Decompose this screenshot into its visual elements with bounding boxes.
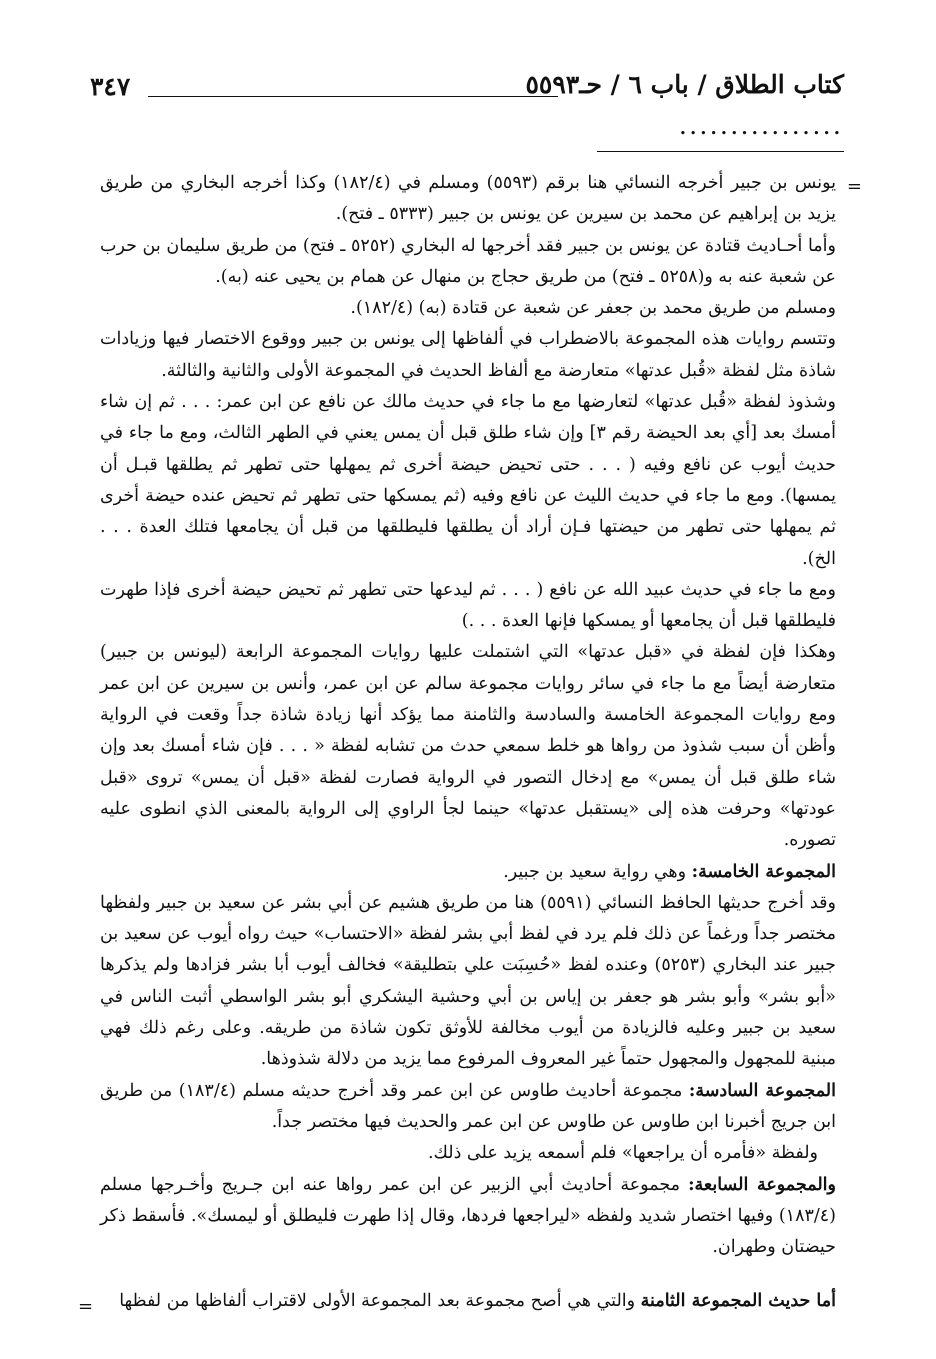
paragraph — [100, 575, 836, 638]
paragraph-text: مجموعة أحاديث طاوس عن ابن عمر وقد أخرج حديثه مسلم (١٨٣/٤) من طريق ابن جريج أخبرنا ابن طاوس عن طاوس عن ابن عمر والحديث فيها مختصر جداً. — [100, 1080, 836, 1132]
paragraph-text: وتتسم روايات هذه المجموعة بالاضطراب في ألفاظها إلى يونس بن جبير ووقوع الاختصار فيها وزيادات شاذة مثل لفظة «قُبل عدتها» متعارضة مع ألفاظ الحديث في المجموعة الأولى والثانية والثالثة. — [100, 329, 836, 381]
main-text: والتي هي أصح مجموعة بعد المجموعة الأولى لاقتراب ألفاظها من لفظها — [119, 1291, 641, 1311]
header-title: كتاب الطلاق / باب ٦ / حـ٥٥٩٣ — [525, 70, 844, 99]
section-heading: المجموعة الخامسة: — [691, 861, 836, 882]
paragraph — [100, 324, 836, 387]
paragraph-text: ومع ما جاء في حديث عبيد الله عن نافع ( . . . ثم ليدعها حتى تطهر ثم تحيض حيضة أخرى فإذا طهرت فليطلقها قبل أن يجامعها أو يمسكها فإنها العدة . . .) — [100, 579, 836, 632]
paragraph-text: ولفظة «فأمره أن يراجعها» فلم أسمعه يزيد على ذلك. — [427, 1143, 818, 1164]
footnote-body — [100, 168, 836, 1263]
footnote-separator — [597, 151, 844, 152]
dotted-ornament: ................ — [679, 118, 844, 139]
continuation-mark-bottom: = — [78, 1296, 94, 1317]
paragraph — [100, 1138, 836, 1169]
paragraph — [100, 1170, 836, 1264]
section-heading: المجموعة السادسة: — [688, 1080, 836, 1101]
paragraph — [100, 637, 836, 856]
paragraph — [100, 231, 836, 294]
paragraph-text: ومسلم من طريق محمد بن جعفر عن شعبة عن قتادة (به) (١٨٢/٤). — [350, 298, 836, 319]
paragraph — [100, 293, 836, 324]
paragraph — [100, 1076, 836, 1139]
paragraph — [100, 387, 836, 575]
paragraph-text: وشذوذ لفظة «قُبل عدتها» لتعارضها مع ما جاء في حديث مالك عن نافع عن ابن عمر: . . . ثم إن شاء أمسك بعد [أي بعد الحيضة رقم ٣] وإن شاء طلق قبل أن يمس يعني في الطهر الثالث، ومع ما جاء في حديث أيوب عن نافع وفيه ( . . . حتى تحيض حيضة أخرى ثم يمهلها حتى تطهر ثم يطلقها قبـل أن يمسها). ومع ما جاء في حديث الليث عن نافع وفيه (ثم يمسكها حتى تطهر ثم تحيض عنده حيضة أخرى ثم يمهلها حتى تطهر من حيضتها فـإن أراد أن يطلقها فليطلقها من قبل أن يجامعها فتلك العدة . . . الخ). — [100, 392, 836, 569]
page-number: ٣٤٧ — [90, 72, 131, 101]
paragraph-text: وأما أحـاديث قتادة عن يونس بن جبير فقد أخرجها له البخاري (٥٢٥٢ ـ فتح) من طريق سليمان بن حرب عن شعبة عنه به و(٥٢٥٨ ـ فتح) من طريق حجاج بن منهال عن همام بن يحيى عنه (به). — [100, 235, 836, 287]
paragraph-text: مجموعة أحاديث أبي الزبير عن ابن عمر رواها عنه ابن جـريج وأخـرجها مسلم (١٨٣/٤) وفيها اختصار شديد ولفظه «ليراجعها فردها، وقال إذا طهرت فليطلق أو ليمسك». فأسقط ذكر حيضتان وطهران. — [100, 1174, 836, 1258]
running-header — [90, 66, 844, 120]
paragraph-text: وهي رواية سعيد بن جبير. — [503, 861, 692, 882]
paragraph-text: وقد أخرج حديثها الحافظ النسائي (٥٥٩١) هنا من طريق هشيم عن أبي بشر عن سعيد بن جبير ولفظها مختصر جداً ورغماً عن ذلك فلم يرد في لفظ أبي بشر لفظة «الاحتساب» حيث رواه أيوب عن سعيد بن جبير عند البخاري (٥٢٥٣) وعنده لفظ «حُسِبَت علي بتطليقة» فخالف أيوب أبا بشر فزادها ولم يذكرها «أبو بشر» وأبو بشر هو جعفر بن إياس بن أبي وحشية اليشكري أبو بشر الواسطي أثبت الناس في سعيد بن جبير وعليه فالزيادة من أيوب مخالفة للأوثق تكون شاذة من طريقه. وعلى رغم ذلك فهي مبنية للمجهول والمجهول حتماً غير المعروف المرفوع مما يزيد من دلالة شذوذها. — [100, 892, 836, 1070]
main-text-lead: أما حديث المجموعة الثامنة — [640, 1291, 836, 1311]
continuation-mark-top: = — [846, 176, 862, 197]
paragraph — [100, 857, 836, 888]
paragraph-text: يونس بن جبير أخرجه النسائي هنا برقم (٥٥٩٣) ومسلم في (١٨٢/٤) وكذا أخرجه البخاري من طريق يزيد بن إبراهيم عن محمد بن سيرين عن يونس بن جبير (٥٣٣٣ ـ فتح). — [100, 173, 836, 225]
section-heading: والمجموعة السابعة: — [688, 1174, 836, 1195]
main-text-line — [100, 1286, 836, 1317]
paragraph — [100, 888, 836, 1076]
paragraph — [100, 168, 836, 231]
paragraph-text: وهكذا فإن لفظة في «قبل عدتها» التي اشتملت عليها روايات المجموعة الرابعة (ليونس بن جبير) متعارضة أيضاً مع ما جاء في سائر روايات مجموعة سالم عن ابن عمر، وأنس بن سيرين عن ابن عمر ومع روايات المجموعة الخامسة والسادسة والثامنة مما يؤكد أنها زيادة شاذة جداً وقعت في الرواية وأظن أن سبب شذوذ من رواها هو خلط سمعي حدث من تشابه لفظة « . . . فإن شاء أمسك بعد وإن شاء طلق قبل أن يمس» مع إدخال التصور في الرواية فصارت لفظة «قبل أن يمس» تروى «قبل عودتها» وحرفت هذه إلى «يستقبل عدتها» حينما لجأ الراوي إلى الرواية بالمعنى الذي انطوى عليه تصوره. — [100, 642, 836, 851]
header-rule — [148, 96, 558, 97]
